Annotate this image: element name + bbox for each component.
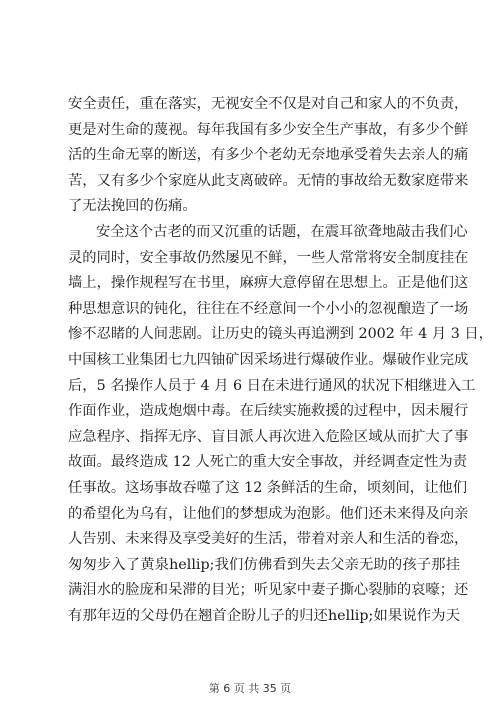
- text-line: 惨不忍睹的人间悲剧。让历史的镜头再追溯到 2002 年 4 月 3 日，: [68, 326, 493, 343]
- text-line: 了无法挽回的伤痛。: [68, 198, 197, 215]
- text-line: 匆匆步入了黄泉hellip;我们仿佛看到失去父亲无助的孩子那挂: [68, 556, 460, 573]
- text-line: 种思想意识的钝化，往往在不经意间一个小小的忽视酿造了一场: [68, 300, 469, 317]
- text-line: 活的生命无辜的断送，有多少个老幼无奈地承受着失去亲人的痛: [68, 147, 469, 164]
- paragraph-first-line: 安全这个古老的而又沉重的话题，在震耳欲聋地敲击我们心: [96, 223, 468, 240]
- text-line: 后，5 名操作人员于 4 月 6 日在未进行通风的状况下相继进入工: [68, 377, 476, 394]
- text-line: 苦，又有多少个家庭从此支离破碎。无情的事故给无数家庭带来: [68, 172, 469, 189]
- text-line: 更是对生命的蔑视。每年我国有多少安全生产事故，有多少个鲜: [68, 121, 469, 138]
- page-number-footer: 第 6 页 共 35 页: [208, 682, 292, 695]
- text-line: 满泪水的脸庞和呆滞的目光；听见家中妻子撕心裂肺的哀嚎；还: [68, 582, 469, 599]
- text-line: 有那年迈的父母仍在翘首企盼儿子的归还hellip;如果说作为天: [68, 607, 460, 624]
- text-line: 人告别、未来得及享受美好的生活，带着对亲人和生活的眷恋，: [68, 531, 469, 548]
- text-line: 安全责任，重在落实，无视安全不仅是对自己和家人的不负责，: [68, 96, 469, 112]
- text-line: 灵的同时，安全事故仍然屡见不鲜，一些人常常将安全制度挂在: [68, 249, 469, 266]
- body-text: [68, 92, 493, 629]
- text-line: 作面作业，造成炮烟中毒。在后续实施救援的过程中，因未履行: [68, 403, 469, 420]
- text-line: 中国核工业集团七九四铀矿因采场进行爆破作业。爆破作业完成: [68, 351, 469, 368]
- text-line: 应急程序、指挥无序、盲目派人再次进入危险区域从而扩大了事: [68, 428, 469, 445]
- text-line: 故面。最终造成 12 人死亡的重大安全事故，并经调查定性为责: [68, 454, 467, 471]
- text-line: 墙上，操作规程写在书里，麻痹大意停留在思想上。正是他们这: [68, 275, 469, 292]
- text-line: 的希望化为乌有，让他们的梦想成为泡影。他们还未来得及向亲: [68, 505, 469, 522]
- text-line: 任事故。这场事故吞噬了这 12 条鲜活的生命，顷刻间，让他们: [68, 479, 467, 496]
